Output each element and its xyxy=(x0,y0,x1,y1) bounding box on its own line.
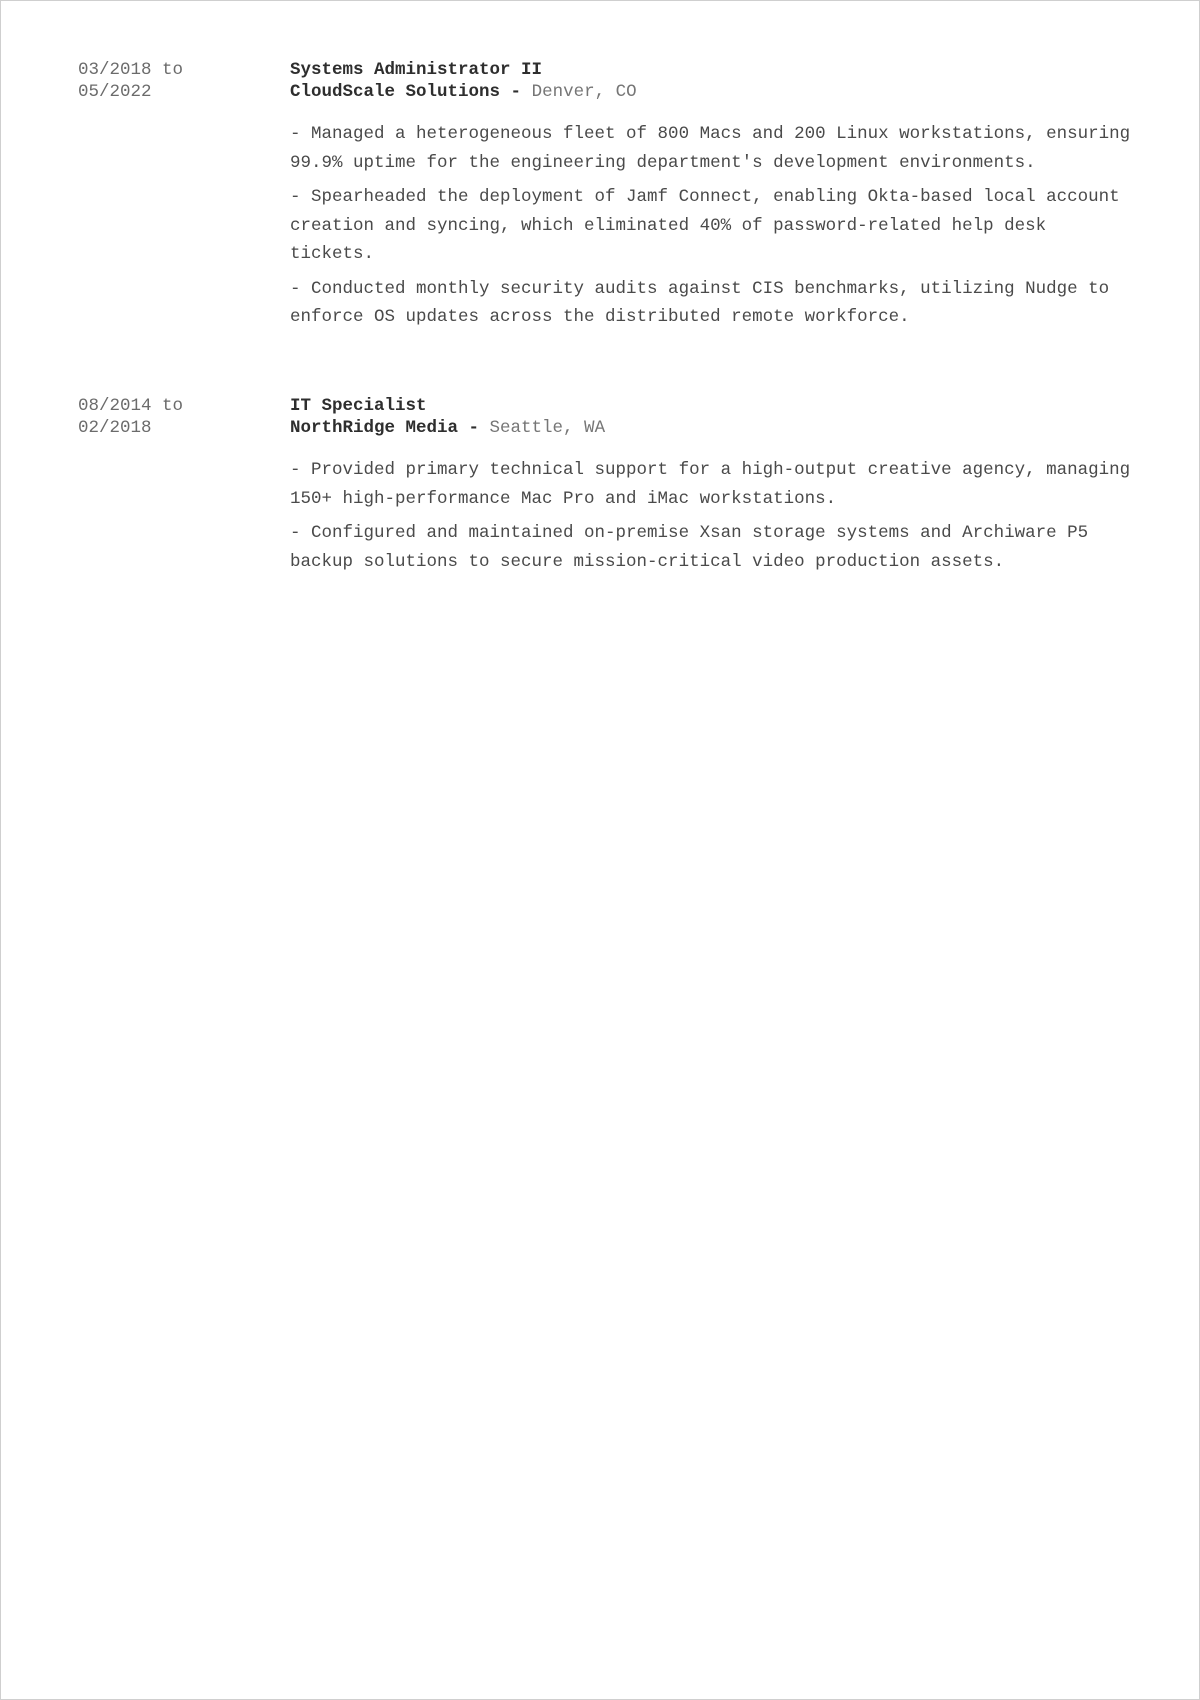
job-location: Denver, CO xyxy=(531,81,637,102)
bullet-item: - Spearheaded the deployment of Jamf Connect, enabling Okta-based local account creation and syncing, which eliminated 40% of password-related help desk tickets. xyxy=(290,187,1120,264)
company-separator: - xyxy=(500,81,532,102)
company-line xyxy=(290,418,1139,440)
company-line xyxy=(290,82,1139,104)
job-title: Systems Administrator II xyxy=(290,60,543,80)
date-start: 03/2018 to xyxy=(78,60,184,80)
bullet-item: - Provided primary technical support for a high-output creative agency, managing 150+ high-performance Mac Pro and iMac workstations. xyxy=(290,460,1131,509)
bullet-list xyxy=(290,120,1139,332)
bullet-list xyxy=(290,456,1139,576)
job-location: Seattle, WA xyxy=(489,417,606,438)
entry-content xyxy=(290,60,1139,338)
job-title: IT Specialist xyxy=(290,396,427,416)
date-start: 08/2014 to xyxy=(78,396,184,416)
experience-entry xyxy=(78,396,1139,582)
bullet-item: - Managed a heterogeneous fleet of 800 Macs and 200 Linux workstations, ensuring 99.9% uptime for the engineering department's development environments. xyxy=(290,124,1131,173)
date-end: 05/2022 xyxy=(78,81,152,102)
entry-content xyxy=(290,396,1139,582)
date-range xyxy=(78,396,290,582)
date-range xyxy=(78,60,290,338)
company-name: NorthRidge Media xyxy=(290,417,459,438)
bullet-item: - Conducted monthly security audits against CIS benchmarks, utilizing Nudge to enforce OS updates across the distributed remote workforce. xyxy=(290,278,1110,327)
date-end: 02/2018 xyxy=(78,417,152,438)
bullet-item: - Configured and maintained on-premise Xsan storage systems and Archiware P5 backup solutions to secure mission-critical video production assets. xyxy=(290,523,1089,572)
company-separator: - xyxy=(458,417,490,438)
company-name: CloudScale Solutions xyxy=(290,81,501,102)
experience-entry xyxy=(78,60,1139,338)
